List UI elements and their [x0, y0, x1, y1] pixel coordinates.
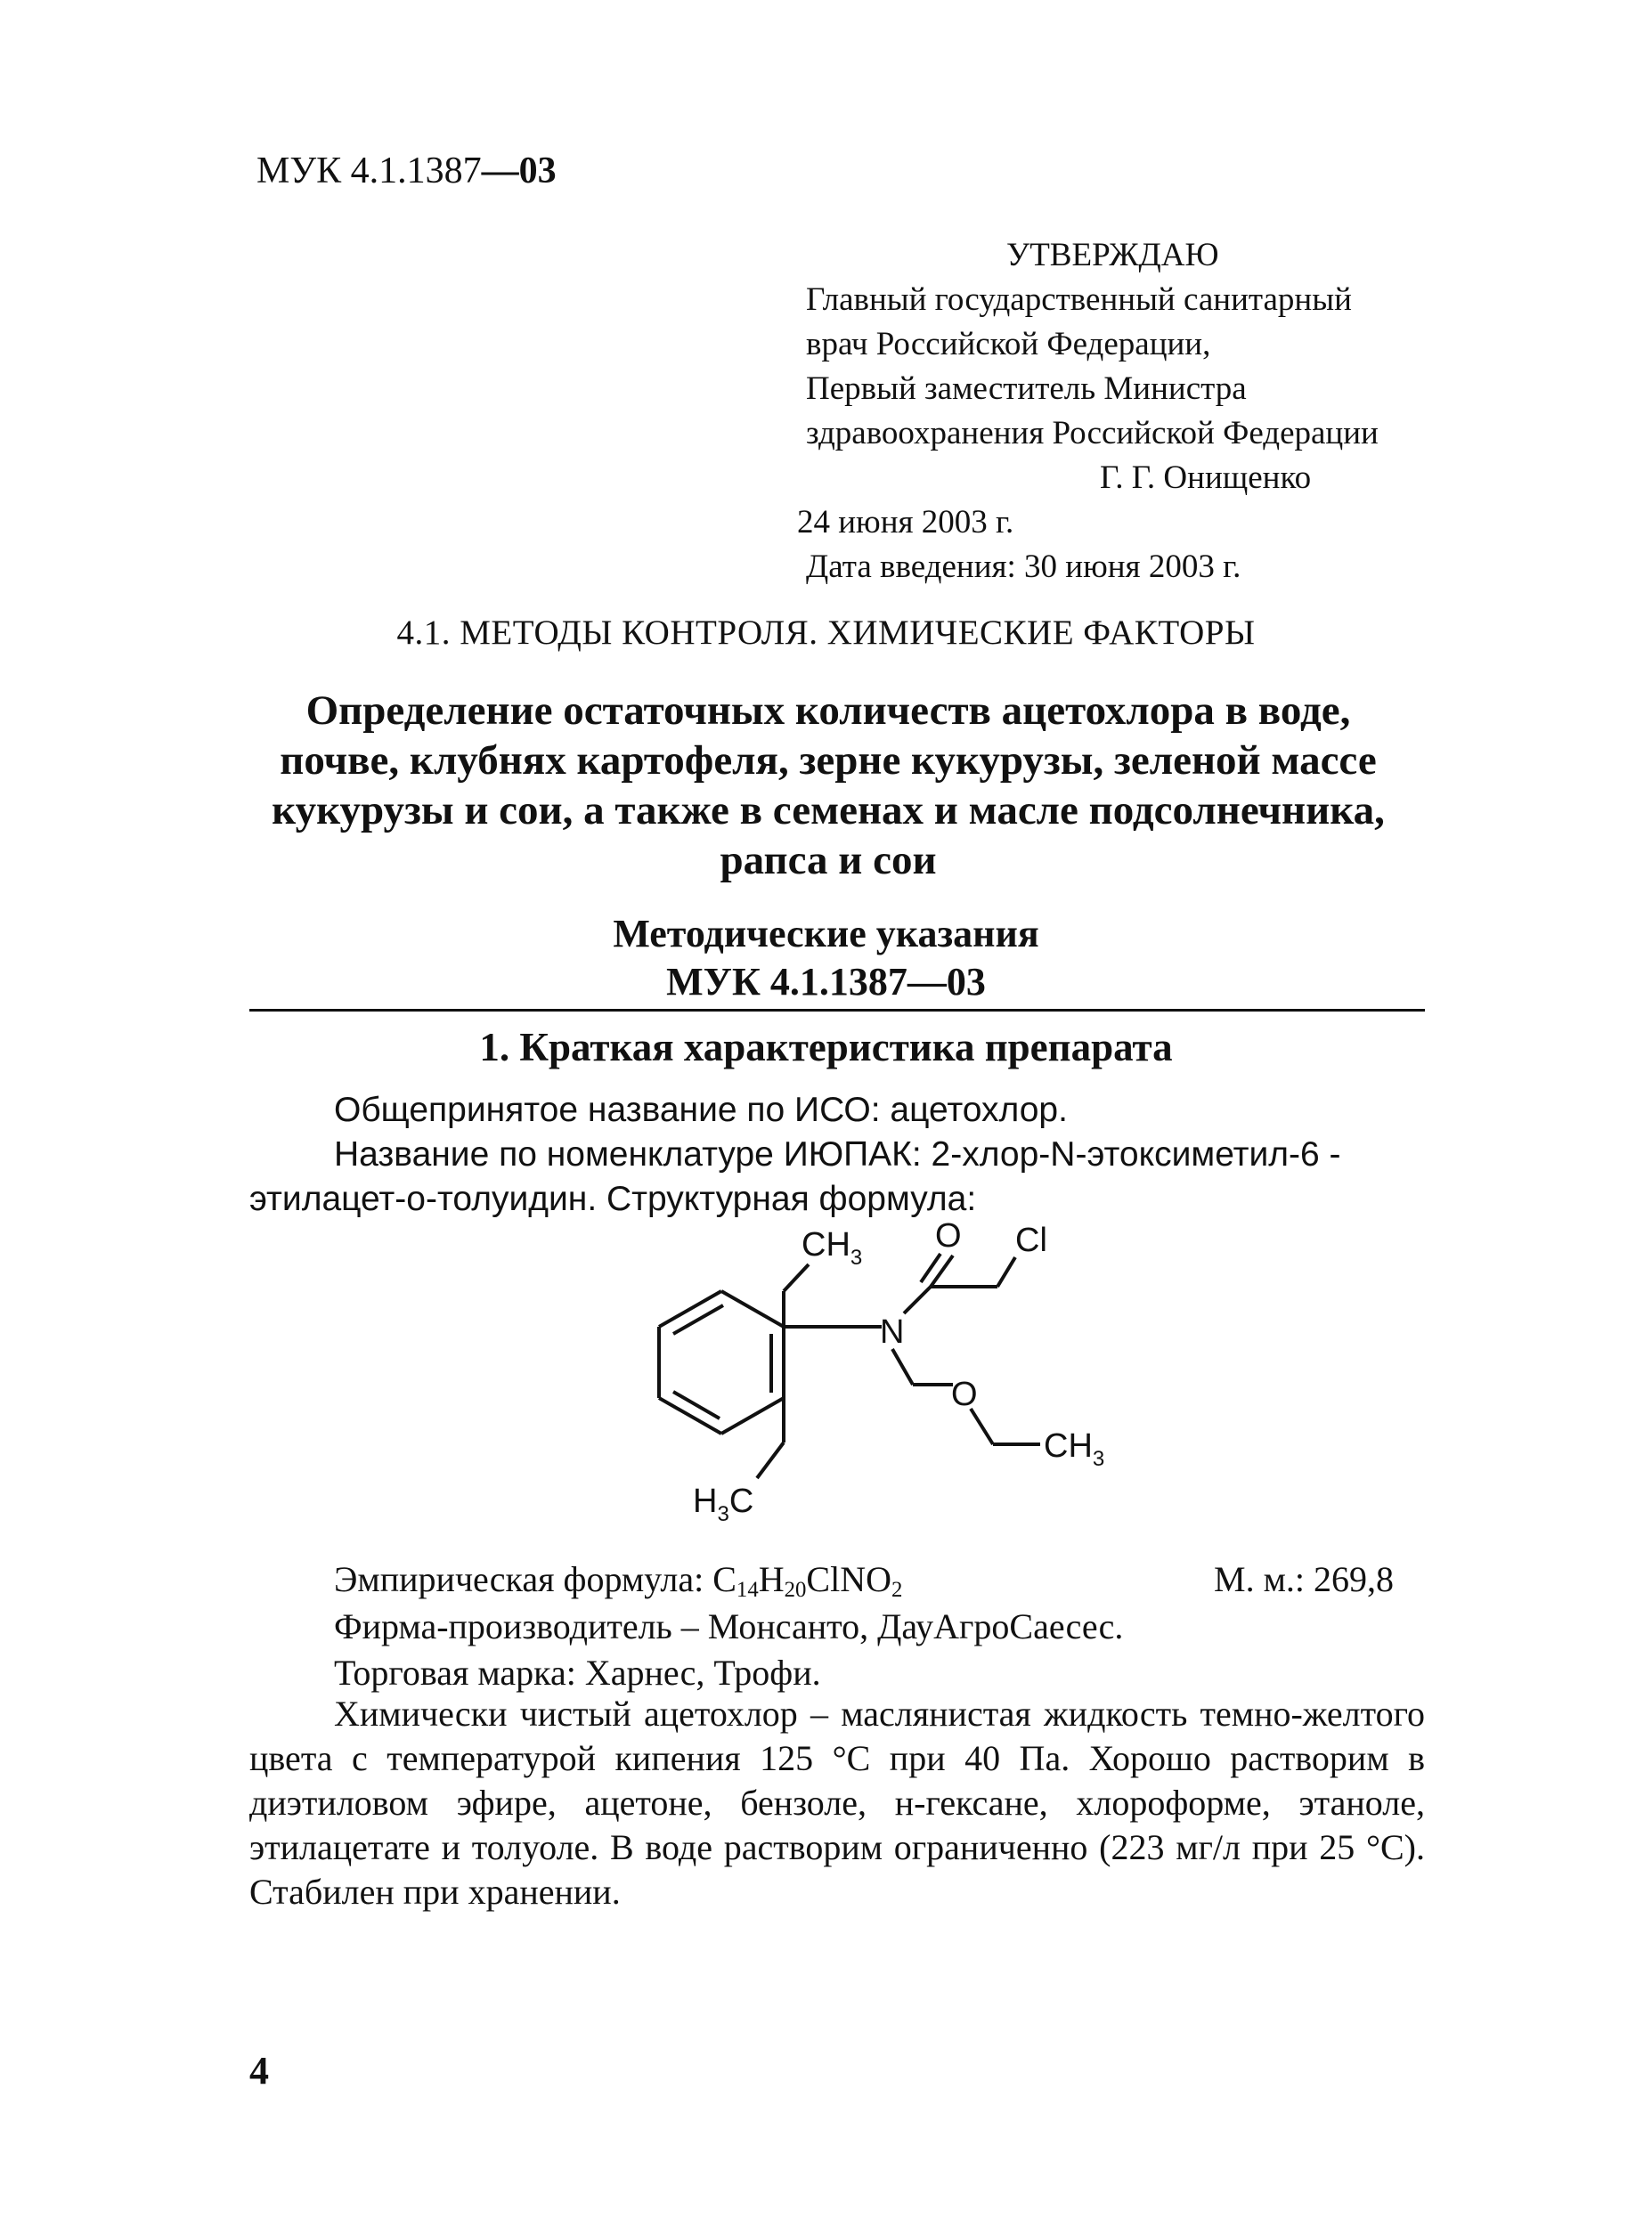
trademark-line: Торговая марка: Харнес, Трофи. — [334, 1653, 821, 1693]
section-heading: 1. Краткая характеристика препарата — [479, 1025, 1173, 1069]
title-line: рапса и сои — [720, 837, 937, 883]
document-title — [205, 686, 1452, 885]
horizontal-rule — [249, 1009, 1425, 1012]
approval-heading: УТВЕРЖДАЮ — [1006, 237, 1219, 273]
formula-sub-14: 14 — [736, 1578, 759, 1603]
empirical-formula-label: Эмпирическая формула: C — [334, 1559, 736, 1599]
approval-signer: Г. Г. Онищенко — [1100, 459, 1312, 496]
approval-line: здравоохранения Российской Федерации — [806, 415, 1379, 451]
label-ether-oxygen: O — [951, 1376, 978, 1413]
page-number: 4 — [249, 2049, 269, 2093]
label-nitrogen: N — [880, 1313, 905, 1351]
manufacturer-line: Фирма-производитель – Монсанто, ДауАгроСаесес. — [334, 1606, 1124, 1646]
title-line: кукурузы и сои, а также в семенах и масле подсолнечника, — [272, 787, 1385, 833]
formula-h: H — [758, 1559, 785, 1599]
label-h3c: $H_3C$ — [693, 1483, 754, 1526]
common-name-paragraph: Общепринятое название по ИСО: ацетохлор. — [334, 1091, 1068, 1129]
label-carbonyl-oxygen: O — [935, 1217, 962, 1255]
document-type-label: Методические указания — [613, 912, 1039, 955]
title-line: Определение остаточных количеств ацетохлора в воде, — [305, 687, 1351, 734]
approval-line: Первый заместитель Министра — [806, 370, 1247, 407]
formula-sub-2: 2 — [891, 1578, 903, 1603]
approval-line: врач Российской Федерации, — [806, 326, 1211, 362]
document-type-code: МУК 4.1.1387—03 — [666, 960, 986, 1004]
formula-sub-20: 20 — [784, 1578, 807, 1603]
iupac-name-paragraph: Название по номенклатуре ИЮПАК: 2-хлор-N-этоксиметил-6 - — [334, 1135, 1341, 1174]
formula-clno: ClNO — [806, 1559, 891, 1599]
approval-block — [797, 233, 1379, 589]
document-code — [256, 150, 557, 192]
iupac-name-continuation: этилацет-о-толуидин. Структурная формула: — [249, 1180, 977, 1218]
molecular-weight: М. м.: 269,8 — [1214, 1559, 1394, 1599]
introduction-date: Дата введения: 30 июня 2003 г. — [806, 549, 1241, 585]
structural-formula-diagram — [623, 1211, 1229, 1532]
title-line: почве, клубнях картофеля, зерне кукурузы, зеленой массе — [280, 737, 1377, 784]
chemical-description-paragraph: Химически чистый ацетохлор – маслянистая жидкость темно-желтого цвета с температурой кипения 125 °С при 40 Па. Хорошо растворим в диэтиловом эфире, ацетоне, бензоле, н-гексане, хлороформе, этаноле, этилацетате и толуоле. В воде растворим ограниченно (223 мг/л при 25 °С). Стабилен при хранении. — [249, 1694, 1425, 1912]
approval-date: 24 июня 2003 г. — [797, 504, 1014, 540]
document-code-prefix: МУК 4.1.1387 — [256, 150, 482, 191]
label-ch3-top: $CH_3$ — [802, 1226, 863, 1270]
label-chlorine: Cl — [1015, 1222, 1047, 1259]
document-code-suffix: —03 — [481, 150, 557, 191]
benzene-ring-bonds — [659, 1254, 1040, 1478]
series-title: 4.1. МЕТОДЫ КОНТРОЛЯ. ХИМИЧЕСКИЕ ФАКТОРЫ — [396, 614, 1256, 652]
empirical-formula-row — [334, 1558, 1394, 1603]
document-type — [0, 910, 1652, 1006]
approval-line: Главный государственный санитарный — [806, 281, 1352, 318]
label-ch3-right: $CH_3$ — [1044, 1427, 1105, 1471]
